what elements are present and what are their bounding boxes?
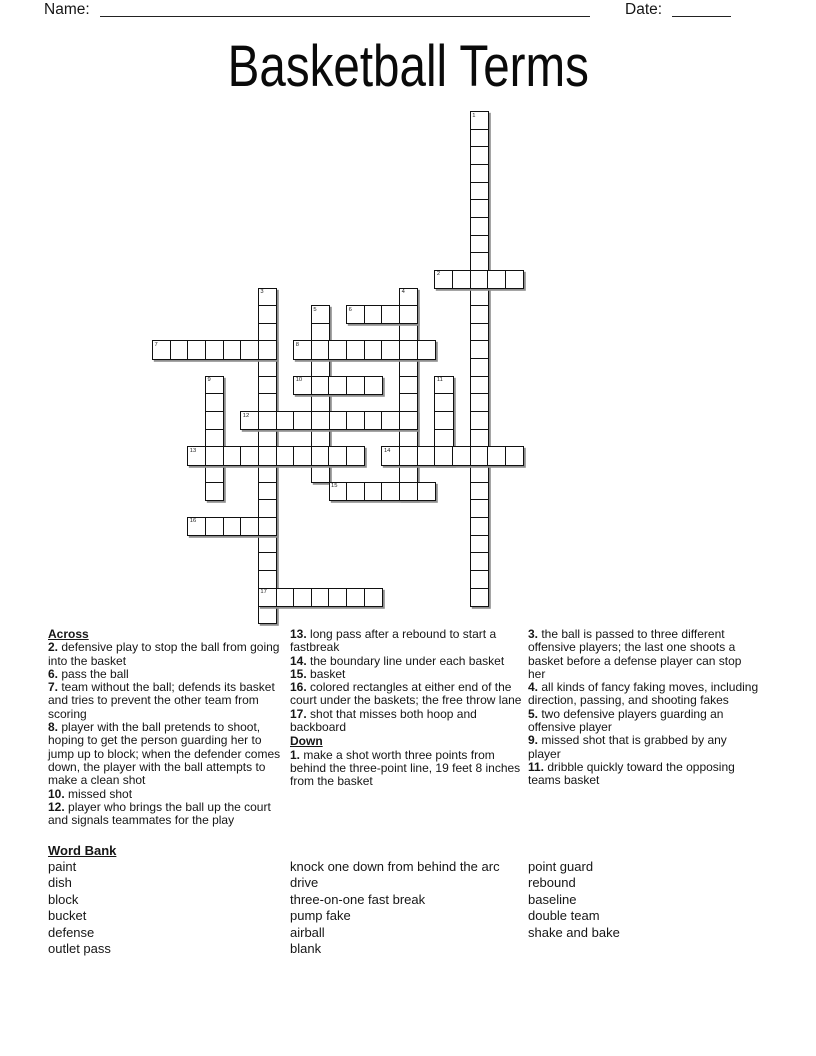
word-bank-term: three-on-one fast break [290, 891, 426, 907]
grid-cell [258, 605, 277, 624]
grid-cell [505, 446, 524, 465]
grid-cell [434, 393, 453, 412]
grid-cell [293, 446, 312, 465]
grid-cell [311, 588, 330, 607]
grid-cell [470, 288, 489, 307]
grid-cell [470, 235, 489, 254]
grid-cell [364, 305, 383, 324]
clue-column-2 [290, 628, 524, 789]
word-14-across [381, 446, 524, 465]
grid-cell [470, 146, 489, 165]
grid-cell [381, 446, 400, 465]
word-bank-term: block [48, 891, 79, 907]
clue-number: 12 [242, 412, 250, 419]
word-bank-term: bucket [48, 908, 87, 924]
grid-cell [240, 411, 259, 430]
grid-cell [258, 535, 277, 554]
grid-cell [364, 588, 383, 607]
grid-cell [293, 588, 312, 607]
grid-cell [258, 358, 277, 377]
name-blank-line [100, 16, 590, 17]
grid-cell [470, 111, 489, 130]
grid-cell [381, 411, 400, 430]
clue-11: 11. dribble quickly toward the opposing teams basket [528, 759, 735, 788]
clue-10: 10. missed shot [48, 786, 133, 801]
grid-cell [205, 464, 224, 483]
clue-number: 11 [436, 377, 443, 384]
grid-cell [470, 588, 489, 607]
word-16-across [187, 517, 277, 536]
grid-cell [434, 446, 453, 465]
grid-cell [328, 446, 347, 465]
clue-number: 8 [295, 341, 299, 348]
grid-cell [240, 446, 259, 465]
grid-cell [205, 517, 224, 536]
clue-5: 5. two defensive players guarding an offensive player [528, 706, 724, 735]
grid-cell [470, 446, 489, 465]
grid-cell [381, 340, 400, 359]
grid-cell [470, 217, 489, 236]
clue-number: 7 [154, 341, 158, 348]
grid-cell [417, 340, 436, 359]
grid-cell [470, 129, 489, 148]
grid-cell [364, 411, 383, 430]
grid-cell [346, 376, 365, 395]
word-bank-term: drive [290, 875, 319, 891]
clue-1: 1. make a shot worth three points from behind the three-point line, 19 feet 8 inches from the basket [290, 747, 521, 789]
grid-cell [258, 499, 277, 518]
grid-cell [399, 358, 418, 377]
grid-cell [258, 482, 277, 501]
clue-8: 8. player with the ball pretends to shoot, hoping to get the person guarding her to jump up to block; when the defender comes down, the player with the ball attempts to make a clean shot [48, 720, 281, 788]
grid-cell [258, 393, 277, 412]
grid-cell [311, 446, 330, 465]
grid-cell [470, 323, 489, 342]
word-2-across [434, 270, 524, 289]
grid-cell [258, 323, 277, 342]
grid-cell [470, 358, 489, 377]
word-7-across [152, 340, 277, 359]
grid-cell [434, 429, 453, 448]
word-10-across [293, 376, 383, 395]
grid-cell [346, 411, 365, 430]
grid-cell [293, 411, 312, 430]
grid-cell [205, 393, 224, 412]
clue-number: 13 [189, 447, 197, 454]
grid-cell [470, 552, 489, 571]
word-bank-term: pump fake [290, 908, 351, 924]
grid-cell [434, 270, 453, 289]
grid-cell [470, 164, 489, 183]
clue-4: 4. all kinds of fancy faking moves, including direction, passing, and shooting fakes [528, 680, 759, 708]
clue-number: 16 [189, 518, 197, 525]
grid-cell [399, 446, 418, 465]
grid-cell [399, 464, 418, 483]
grid-cell [470, 376, 489, 395]
clue-number: 2 [436, 271, 441, 278]
grid-cell [346, 305, 365, 324]
grid-cell [258, 429, 277, 448]
grid-cell [276, 588, 295, 607]
grid-cell [240, 340, 259, 359]
clue-9: 9. missed shot that is grabbed by any player [528, 733, 727, 761]
grid-cell [470, 464, 489, 483]
clue-section [48, 628, 282, 827]
grid-cell [399, 340, 418, 359]
grid-cell [470, 305, 489, 324]
clue-number: 9 [207, 377, 211, 384]
date-label: Date: [625, 1, 663, 18]
grid-cell [399, 393, 418, 412]
clue-number: 1 [472, 112, 476, 119]
clue-section [528, 628, 762, 788]
clue-7: 7. team without the ball; defends its basket and tries to prevent the other team from scoring [48, 680, 275, 721]
grid-cell [240, 517, 259, 536]
clue-number: 17 [260, 589, 267, 596]
clue-number: 5 [313, 306, 317, 313]
grid-cell [381, 305, 400, 324]
grid-cell [258, 411, 277, 430]
grid-cell [470, 517, 489, 536]
grid-cell [311, 340, 330, 359]
word-bank-header: Word Bank [48, 843, 117, 858]
clue-number: 10 [295, 377, 303, 384]
grid-cell [346, 482, 365, 501]
word-bank-term: outlet pass [48, 941, 111, 957]
grid-cell [205, 411, 224, 430]
grid-cell [205, 482, 224, 501]
word-9-down [205, 376, 224, 501]
grid-cell [399, 411, 418, 430]
clue-number: 3 [260, 289, 264, 295]
grid-cell [505, 270, 524, 289]
grid-cell [258, 340, 277, 359]
grid-cell [417, 482, 436, 501]
grid-cell [434, 376, 453, 395]
grid-cell [187, 446, 206, 465]
word-bank-term: point guard [528, 859, 594, 874]
word-1-down [470, 111, 489, 607]
grid-cell [470, 499, 489, 518]
grid-cell [258, 517, 277, 536]
grid-cell [311, 376, 330, 395]
grid-cell [258, 570, 277, 589]
grid-cell [311, 358, 330, 377]
clue-6: 6. pass the ball [48, 666, 129, 681]
grid-cell [328, 588, 347, 607]
grid-cell [205, 340, 224, 359]
grid-cell [417, 446, 436, 465]
clue-number: 4 [401, 289, 405, 295]
grid-cell [329, 482, 348, 501]
grid-cell [258, 464, 277, 483]
grid-cell [293, 376, 312, 395]
word-bank-term: rebound [528, 875, 576, 891]
clue-section [290, 628, 524, 734]
grid-cell [452, 270, 471, 289]
clue-column-1 [48, 628, 282, 827]
word-bank-term: knock one down from behind the arc [290, 859, 500, 874]
grid-cell [346, 588, 365, 607]
grid-cell [399, 429, 418, 448]
clue-section [290, 735, 524, 788]
worksheet-title: Basketball Terms [227, 34, 589, 99]
word-bank-term: airball [290, 924, 325, 940]
clue-3: 3. the ball is passed to three different offensive players; the last one shoots a basket before a defense player can stop her [528, 627, 742, 681]
name-label: Name: [44, 1, 90, 18]
grid-cell [311, 305, 330, 324]
grid-cell [381, 482, 400, 501]
title-wrap [0, 34, 816, 99]
grid-cell [258, 376, 277, 395]
grid-cell [364, 482, 383, 501]
grid-cell [187, 340, 206, 359]
clue-number: 6 [348, 306, 352, 313]
clue-13: 13. long pass after a rebound to start a fastbreak [290, 627, 497, 655]
grid-cell [346, 446, 365, 465]
grid-cell [293, 340, 312, 359]
grid-cell [205, 429, 224, 448]
date-blank-line [672, 16, 731, 17]
word-bank-term: baseline [528, 891, 577, 907]
grid-cell [470, 252, 489, 271]
clue-15: 15. basket [290, 666, 346, 681]
grid-cell [470, 535, 489, 554]
grid-cell [364, 376, 383, 395]
grid-cell [152, 340, 171, 359]
clue-12: 12. player who brings the ball up the court and signals teammates for the play [48, 799, 271, 828]
word-17-across [258, 588, 383, 607]
grid-cell [258, 288, 277, 307]
clue-17: 17. shot that misses both hoop and backboard [290, 706, 477, 735]
word-bank-term: double team [528, 908, 600, 924]
word-12-across [240, 411, 418, 430]
grid-cell [470, 182, 489, 201]
word-8-across [293, 340, 436, 359]
grid-cell [170, 340, 189, 359]
grid-cell [223, 340, 242, 359]
grid-cell [276, 411, 295, 430]
word-bank-term: dish [48, 875, 72, 891]
grid-cell [187, 517, 206, 536]
word-bank-term: defense [48, 924, 95, 940]
clue-16: 16. colored rectangles at either end of the court under the baskets; the free throw lane [290, 680, 522, 708]
grid-cell [452, 446, 471, 465]
word-6-across [346, 305, 418, 324]
grid-cell [311, 429, 330, 448]
grid-cell [205, 446, 224, 465]
clue-2: 2. defensive play to stop the ball from going into the basket [48, 640, 280, 668]
grid-cell [205, 376, 224, 395]
word-bank-term: blank [290, 941, 322, 957]
grid-cell [487, 270, 506, 289]
grid-cell [258, 552, 277, 571]
grid-cell [328, 376, 347, 395]
word-bank-term: shake and bake [528, 924, 620, 940]
grid-cell [223, 446, 242, 465]
word-bank-column-3 [528, 859, 762, 941]
grid-cell [470, 270, 489, 289]
word-bank-column-1 [48, 859, 282, 957]
grid-cell [470, 429, 489, 448]
grid-cell [311, 323, 330, 342]
down-header: Down [290, 734, 323, 749]
grid-cell [311, 393, 330, 412]
word-13-across [187, 446, 365, 465]
grid-cell [470, 340, 489, 359]
grid-cell [311, 411, 330, 430]
clue-number: 14 [383, 447, 391, 454]
grid-cell [487, 446, 506, 465]
grid-cell [399, 376, 418, 395]
grid-cell [364, 340, 383, 359]
word-15-across [329, 482, 437, 501]
grid-cell [258, 446, 277, 465]
grid-cell [399, 482, 418, 501]
grid-cell [258, 588, 277, 607]
grid-cell [328, 340, 347, 359]
grid-cell [399, 323, 418, 342]
grid-cell [399, 288, 418, 307]
clue-column-3 [528, 628, 762, 788]
grid-cell [311, 464, 330, 483]
word-bank-term: paint [48, 859, 77, 874]
word-bank-column-2 [290, 859, 524, 957]
grid-cell [276, 446, 295, 465]
grid-cell [470, 393, 489, 412]
grid-cell [470, 411, 489, 430]
across-header: Across [48, 627, 89, 641]
clue-14: 14. the boundary line under each basket [290, 653, 505, 668]
grid-cell [258, 305, 277, 324]
grid-cell [329, 411, 348, 430]
grid-cell [399, 305, 418, 324]
grid-cell [470, 570, 489, 589]
grid-cell [470, 482, 489, 501]
clue-number: 15 [331, 483, 338, 490]
grid-cell [434, 411, 453, 430]
grid-cell [223, 517, 242, 536]
grid-cell [346, 340, 365, 359]
grid-cell [470, 199, 489, 218]
